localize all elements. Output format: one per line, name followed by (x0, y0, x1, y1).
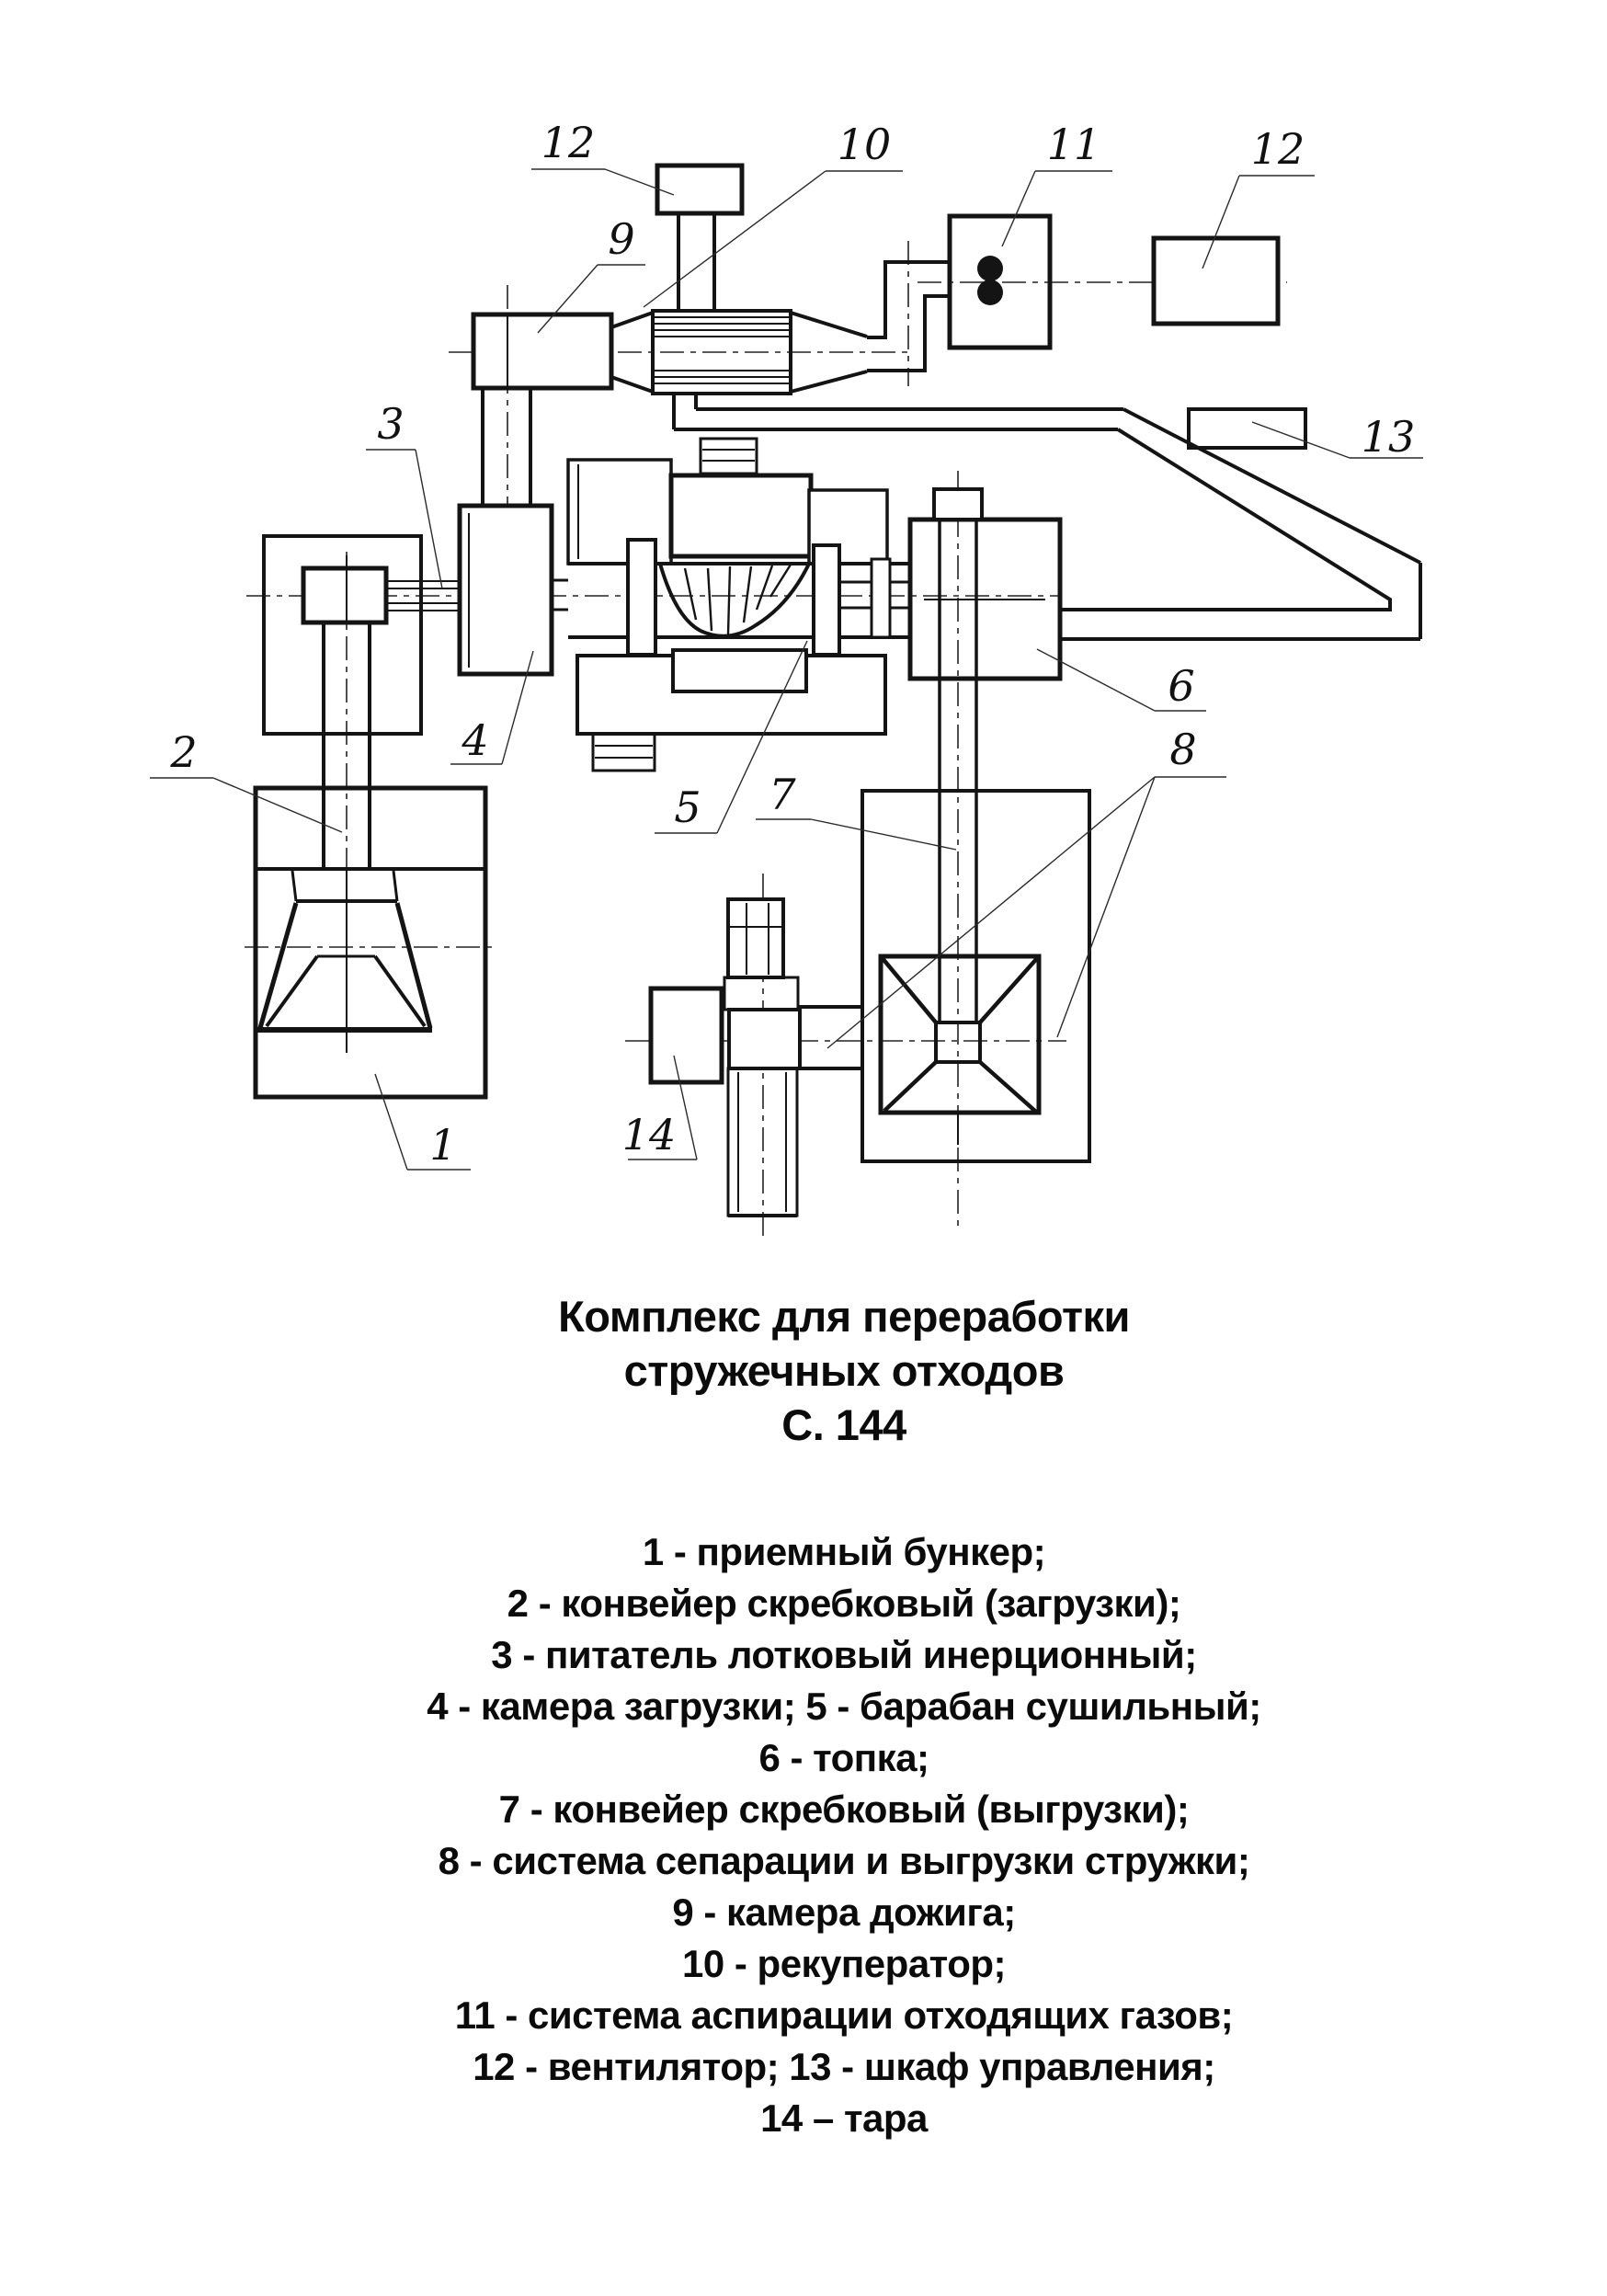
callout-discharge-conveyor-label: 7 (769, 770, 796, 819)
legend-item-3: 3 - питатель лотковый инерционный; (491, 1633, 1197, 1676)
part-loading-chamber (460, 388, 552, 674)
callout-feeder-label: 3 (377, 399, 405, 449)
part-tray-feeder (264, 536, 460, 734)
callout-hopper (375, 1074, 471, 1170)
callout-loading-conveyor-label: 2 (170, 727, 198, 777)
callout-container-label: 14 (621, 1110, 677, 1159)
callout-hopper-label: 1 (429, 1120, 457, 1170)
legend-item-6: 6 - топка; (758, 1736, 929, 1779)
centerlines (245, 241, 1287, 1241)
caption-page-ref: С. 144 (781, 1400, 906, 1449)
part-fan-left (657, 166, 742, 313)
part-discharge-duct (798, 1007, 862, 1068)
callout-furnace (1037, 649, 1206, 711)
caption-title-line1: Комплекс для переработки (558, 1292, 1130, 1341)
legend-item-14: 14 – тара (760, 2096, 928, 2140)
callout-separation-label: 8 (1169, 725, 1197, 774)
legend-item-11: 11 - система аспирации отходящих газов; (454, 1993, 1234, 2037)
callout-drum-label: 5 (674, 782, 701, 832)
callout-cabinet (1252, 412, 1423, 462)
legend-item-4-5: 4 - камера загрузки; 5 - барабан сушильный; (427, 1685, 1261, 1728)
legend-item-12-13: 12 - вентилятор; 13 - шкаф управления; (473, 2045, 1215, 2088)
part-drying-drum (552, 460, 910, 771)
caption-title-line2: стружечных отходов (623, 1346, 1065, 1395)
callout-loading-chamber-label: 4 (462, 715, 489, 765)
legend-item-2: 2 - конвейер скребковый (загрузки); (507, 1582, 1181, 1625)
figure-legend (81, 1526, 1607, 2144)
callout-separation (827, 725, 1226, 1048)
callout-aspiration-label: 11 (1046, 120, 1101, 169)
callout-furnace-label: 6 (1168, 661, 1195, 711)
legend-item-10: 10 - рекуператор; (682, 1942, 1006, 1985)
legend-item-8: 8 - система сепарации и выгрузки стружки; (438, 1839, 1250, 1882)
callout-fan-left (531, 118, 674, 195)
callout-feeder (366, 399, 442, 588)
callout-cabinet-label: 13 (1361, 412, 1416, 462)
legend-item-7: 7 - конвейер скребковый (выгрузки); (498, 1788, 1190, 1831)
callout-fan-left-label: 12 (541, 118, 596, 167)
callout-recuperator-label: 10 (837, 120, 892, 169)
callout-aspiration (1002, 120, 1112, 246)
callout-loading-conveyor (150, 727, 342, 832)
figure-caption (81, 1289, 1607, 1452)
part-furnace (910, 520, 1060, 679)
part-container (651, 988, 722, 1082)
callout-afterburner-label: 9 (608, 214, 635, 264)
part-afterburner-chamber (473, 314, 611, 388)
part-discharge-elevator (724, 899, 800, 1216)
part-control-cabinet (1189, 409, 1305, 448)
callout-discharge-conveyor (756, 770, 956, 850)
legend-item-9: 9 - камера дожига; (672, 1890, 1016, 1934)
callout-fan-right-label: 12 (1250, 124, 1305, 174)
legend-item-1: 1 - приемный бункер; (642, 1530, 1046, 1573)
part-fan-right (1154, 238, 1278, 324)
